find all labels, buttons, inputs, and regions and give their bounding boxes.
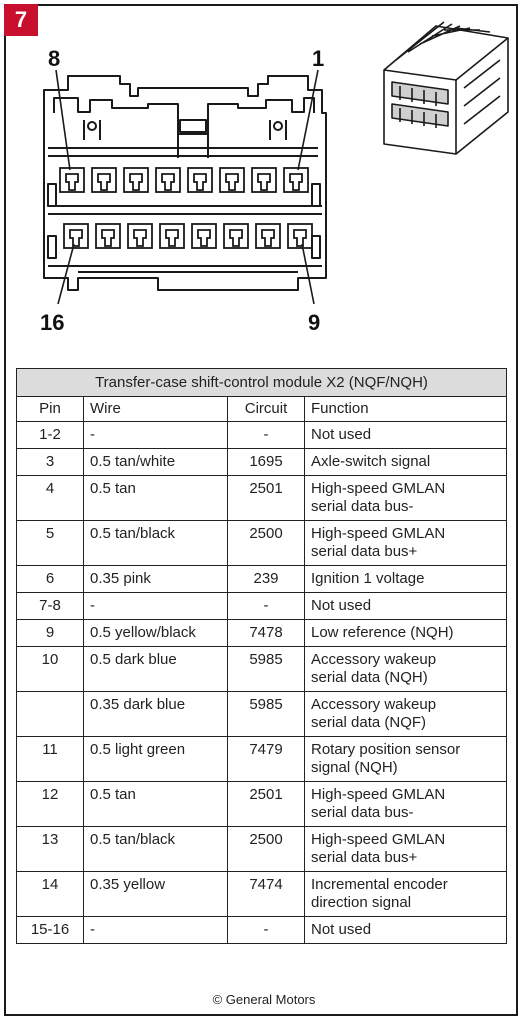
cell-pin: 5 (17, 521, 84, 566)
column-header-function: Function (305, 397, 507, 422)
cell-pin: 6 (17, 566, 84, 593)
cell-function (305, 827, 507, 872)
cell-function (305, 566, 507, 593)
cell-pin: 15-16 (17, 917, 84, 944)
cell-circuit: - (228, 917, 305, 944)
pin-leader-lines (56, 70, 318, 304)
cell-pin: 9 (17, 620, 84, 647)
table-row (17, 782, 507, 827)
cell-wire: 0.5 yellow/black (84, 620, 228, 647)
cell-wire: 0.5 tan/black (84, 521, 228, 566)
terminal-cavity (220, 168, 244, 192)
terminal-cavity (284, 168, 308, 192)
terminal-cavity (128, 224, 152, 248)
cell-function (305, 872, 507, 917)
top-pin-row (60, 168, 308, 192)
function-line: Rotary position sensor (311, 741, 461, 758)
table-title: Transfer-case shift-control module X2 (NQF/NQH) (17, 369, 507, 397)
cell-circuit: 5985 (228, 692, 305, 737)
cell-circuit: 1695 (228, 449, 305, 476)
pin-label-8: 8 (48, 46, 61, 71)
cell-function (305, 692, 507, 737)
terminal-cavity (64, 224, 88, 248)
cell-circuit: - (228, 422, 305, 449)
connector-3d-view (384, 22, 508, 154)
table-row (17, 827, 507, 872)
terminal-cavity (256, 224, 280, 248)
cell-circuit: 7474 (228, 872, 305, 917)
function-line: High-speed GMLAN (311, 831, 446, 848)
cell-wire: - (84, 593, 228, 620)
cell-function (305, 737, 507, 782)
table-row (17, 593, 507, 620)
cell-circuit: 2500 (228, 521, 305, 566)
cell-function (305, 647, 507, 692)
table-row (17, 917, 507, 944)
cell-circuit: 2501 (228, 476, 305, 521)
cell-pin: 14 (17, 872, 84, 917)
function-line: direction signal (311, 894, 412, 911)
cell-function (305, 917, 507, 944)
cell-function (305, 422, 507, 449)
function-line: Ignition 1 voltage (311, 570, 425, 587)
cell-function (305, 476, 507, 521)
function-line: Accessory wakeup (311, 696, 437, 713)
function-line: Accessory wakeup (311, 651, 437, 668)
cell-circuit: 7478 (228, 620, 305, 647)
function-line: serial data bus- (311, 498, 414, 515)
copyright-notice: © General Motors (212, 992, 316, 1007)
terminal-cavity (124, 168, 148, 192)
cell-pin: 1-2 (17, 422, 84, 449)
cell-pin (17, 692, 84, 737)
cell-function (305, 593, 507, 620)
cell-pin: 7-8 (17, 593, 84, 620)
function-line: Not used (311, 597, 372, 614)
cell-pin: 11 (17, 737, 84, 782)
cell-circuit: 7479 (228, 737, 305, 782)
function-line: serial data bus- (311, 804, 414, 821)
terminal-cavity (60, 168, 84, 192)
function-line: High-speed GMLAN (311, 786, 446, 803)
cell-circuit: 2501 (228, 782, 305, 827)
cell-circuit: - (228, 593, 305, 620)
cell-circuit: 239 (228, 566, 305, 593)
cell-wire: 0.5 tan (84, 476, 228, 521)
figure-number-badge: 7 (4, 4, 38, 36)
bottom-pin-row (64, 224, 312, 248)
table-row (17, 737, 507, 782)
function-line: Low reference (NQH) (311, 624, 454, 641)
table-row (17, 620, 507, 647)
terminal-cavity (252, 168, 276, 192)
column-header-circuit: Circuit (228, 397, 305, 422)
column-header-wire: Wire (84, 397, 228, 422)
terminal-cavity (92, 168, 116, 192)
table-row (17, 449, 507, 476)
cell-wire: 0.5 dark blue (84, 647, 228, 692)
terminal-cavity (288, 224, 312, 248)
terminal-cavity (192, 224, 216, 248)
cell-function (305, 449, 507, 476)
terminal-cavity (160, 224, 184, 248)
column-header-pin: Pin (17, 397, 84, 422)
cell-circuit: 5985 (228, 647, 305, 692)
cell-wire: 0.5 light green (84, 737, 228, 782)
function-line: serial data bus+ (311, 543, 418, 560)
pinout-table (16, 368, 507, 944)
function-line: Not used (311, 426, 372, 443)
table-row (17, 422, 507, 449)
pin-label-16: 16 (40, 310, 65, 335)
terminal-cavity (224, 224, 248, 248)
cell-pin: 12 (17, 782, 84, 827)
cell-pin: 10 (17, 647, 84, 692)
table-header-row (17, 397, 507, 422)
cell-pin: 13 (17, 827, 84, 872)
function-line: Not used (311, 921, 372, 938)
connector-diagram (8, 8, 516, 360)
table-row (17, 566, 507, 593)
function-line: serial data (NQH) (311, 669, 428, 686)
pinout-table-container (16, 368, 506, 944)
cell-pin: 4 (17, 476, 84, 521)
pin-label-1: 1 (312, 46, 325, 71)
cell-wire: - (84, 422, 228, 449)
cell-function (305, 521, 507, 566)
table-row (17, 476, 507, 521)
function-line: signal (NQH) (311, 759, 398, 776)
function-line: serial data (NQF) (311, 714, 427, 731)
cell-wire: 0.5 tan/black (84, 827, 228, 872)
terminal-cavity (188, 168, 212, 192)
cell-circuit: 2500 (228, 827, 305, 872)
pin-label-9: 9 (308, 310, 321, 335)
terminal-cavity (96, 224, 120, 248)
cell-function (305, 620, 507, 647)
cell-wire: 0.35 pink (84, 566, 228, 593)
function-line: High-speed GMLAN (311, 480, 446, 497)
cell-wire: 0.35 yellow (84, 872, 228, 917)
cell-wire: - (84, 917, 228, 944)
cell-wire: 0.35 dark blue (84, 692, 228, 737)
cell-wire: 0.5 tan/white (84, 449, 228, 476)
table-row (17, 872, 507, 917)
table-row (17, 692, 507, 737)
function-line: Incremental encoder (311, 876, 448, 893)
function-line: High-speed GMLAN (311, 525, 446, 542)
table-row (17, 521, 507, 566)
function-line: serial data bus+ (311, 849, 418, 866)
cell-wire: 0.5 tan (84, 782, 228, 827)
cell-function (305, 782, 507, 827)
table-row (17, 647, 507, 692)
function-line: Axle-switch signal (311, 453, 431, 470)
terminal-cavity (156, 168, 180, 192)
cell-pin: 3 (17, 449, 84, 476)
